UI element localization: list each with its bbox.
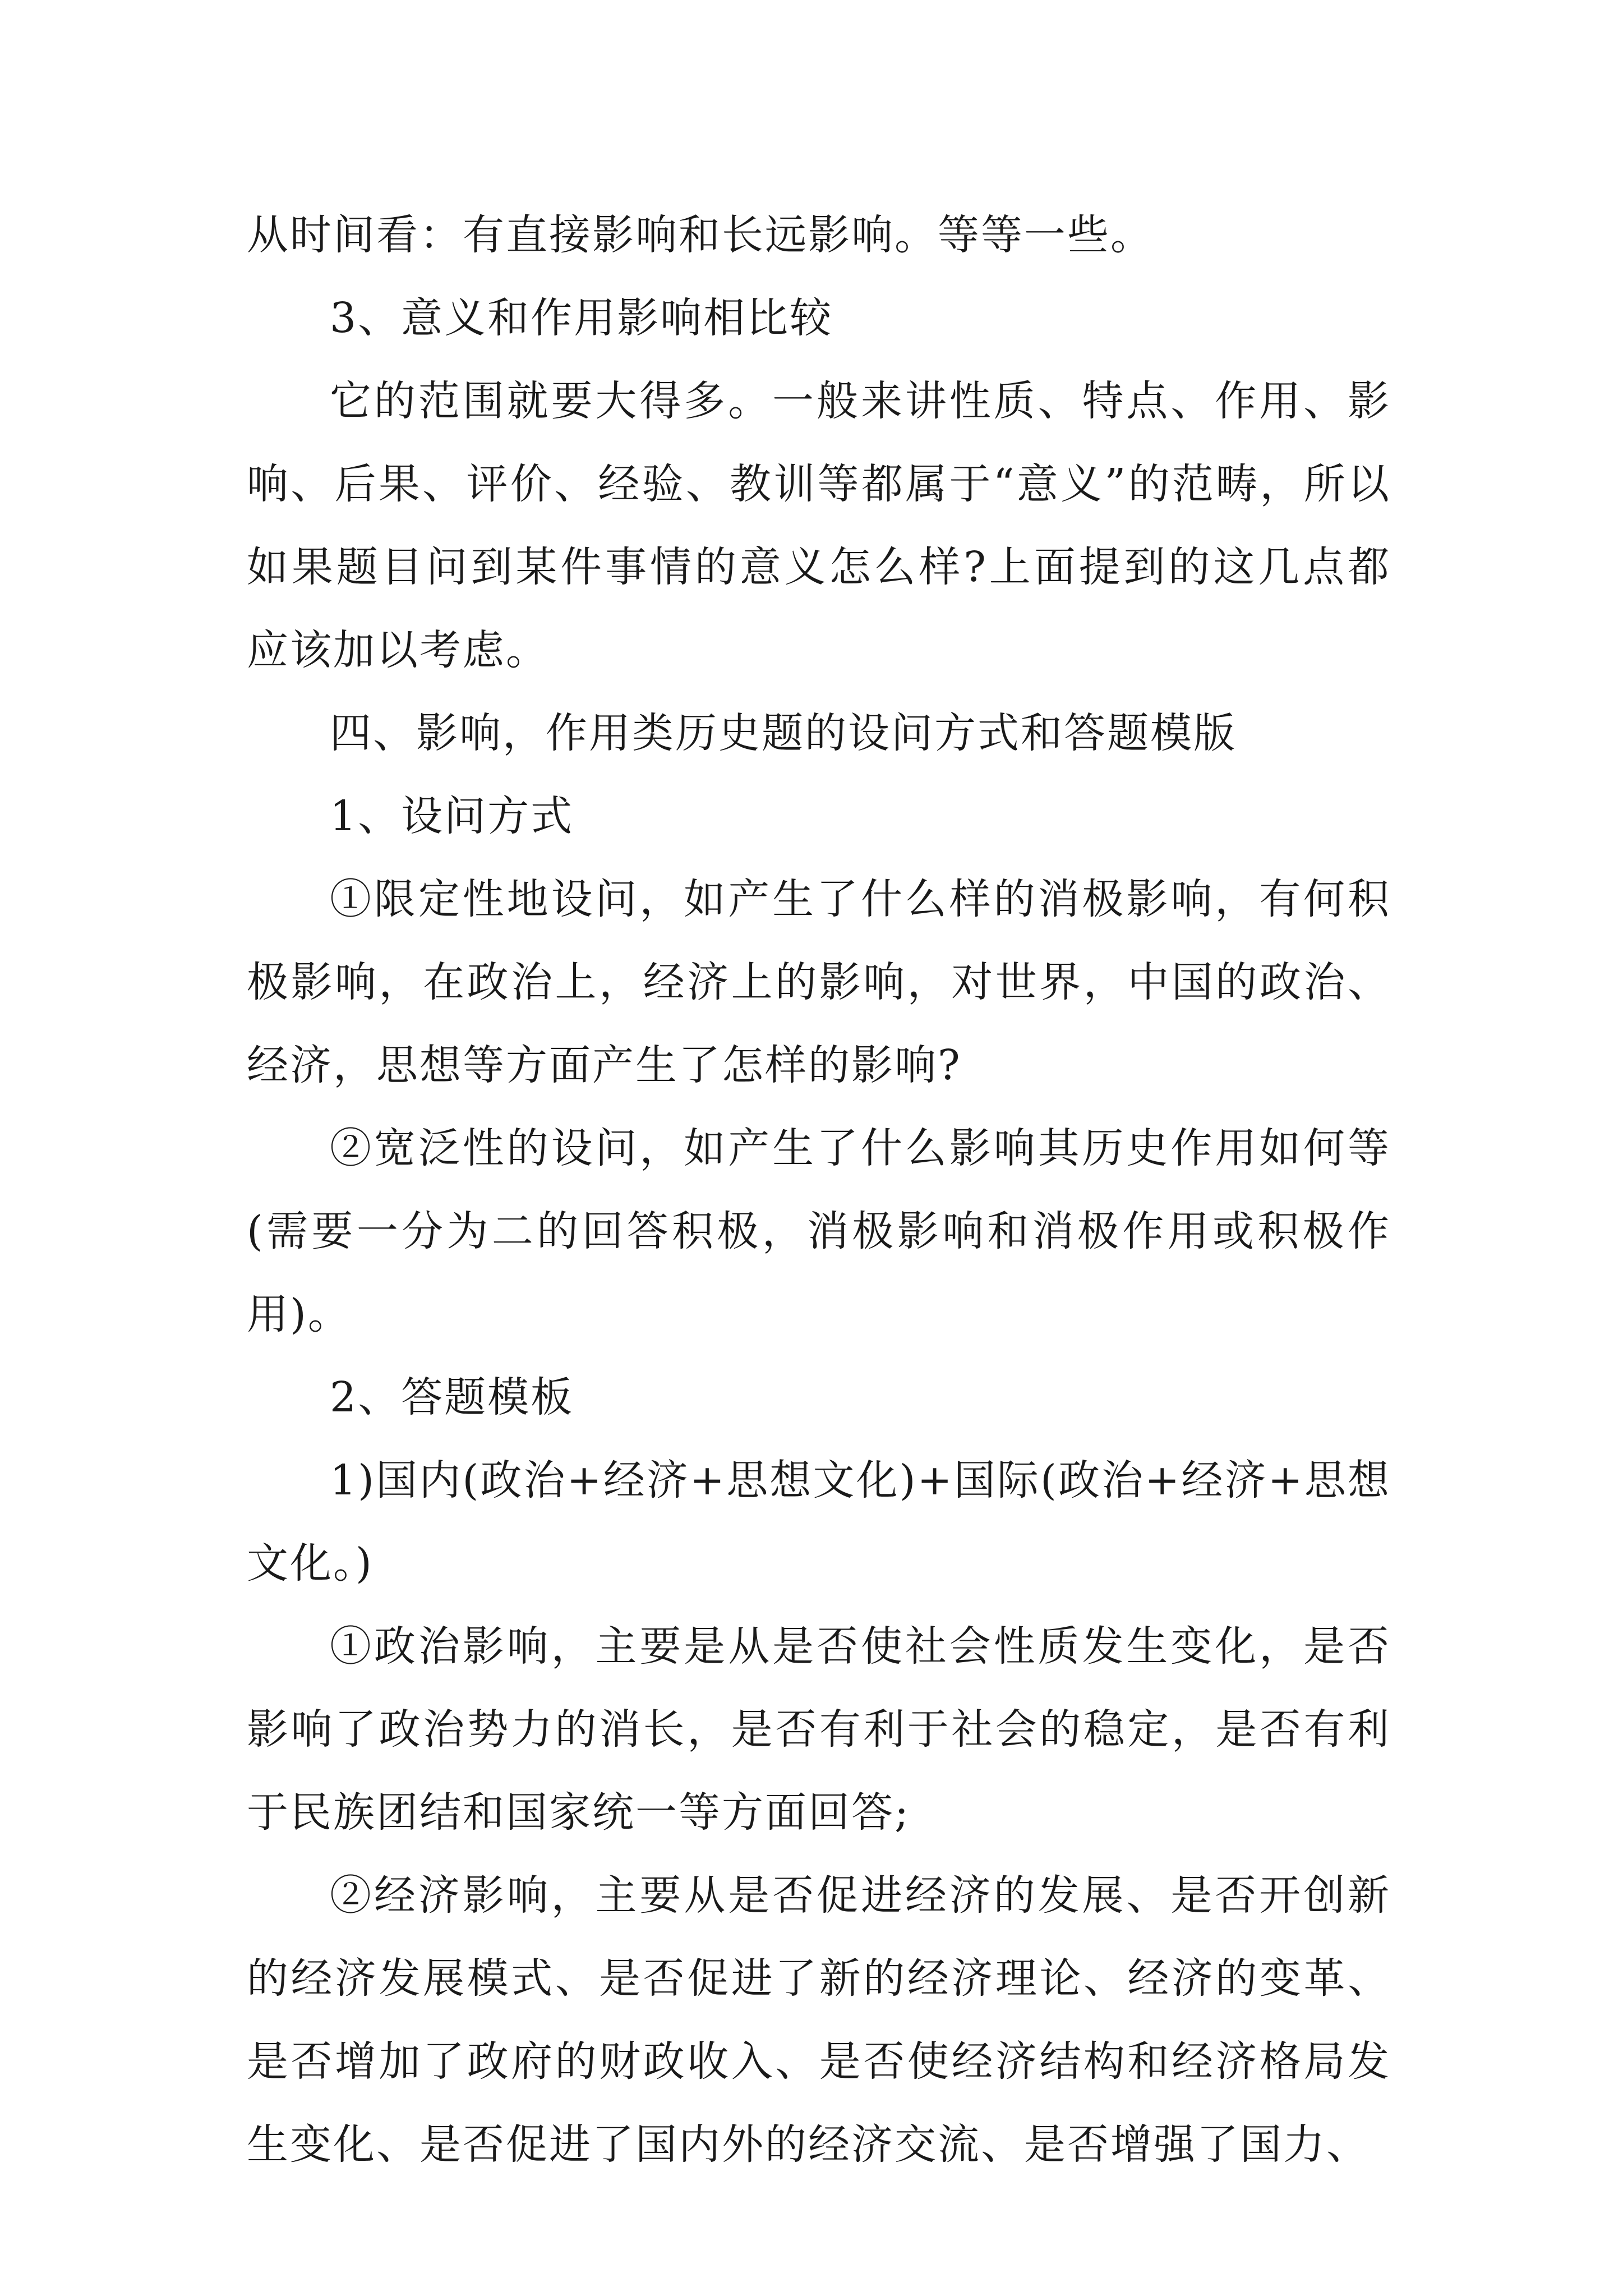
heading-meaning-vs-effect: 3、意义和作用影响相比较 <box>330 294 833 342</box>
document-body <box>247 194 1391 2186</box>
paragraph-political-effect: ①政治影响，主要是从是否使社会性质发生变化，是否影响了政治势力的消长，是否有利于社会的稳定，是否有利于民族团结和国家统一等方面回答; <box>247 1622 1391 1837</box>
heading-question-style: 1、设问方式 <box>330 792 574 840</box>
paragraph-template-formula: 1)国内(政治+经济+思想文化)+国际(政治+经济+思想文化。) <box>247 1456 1391 1588</box>
heading-answer-template: 2、答题模板 <box>330 1373 574 1421</box>
paragraph-economic-effect: ②经济影响，主要从是否促进经济的发展、是否开创新的经济发展模式、是否促进了新的经济理论、经济的变革、是否增加了政府的财政收入、是否使经济结构和经济格局发生变化、是否促进了国内外的经济交流、是否增强了国力、 <box>247 1871 1391 2169</box>
section-heading-four: 四、影响，作用类历史题的设问方式和答题模版 <box>330 709 1237 757</box>
paragraph-meaning-scope: 它的范围就要大得多。一般来讲性质、特点、作用、影响、后果、评价、经验、教训等都属于“意义”的范畴，所以如果题目问到某件事情的意义怎么样?上面提到的这几点都应该加以考虑。 <box>247 377 1391 674</box>
paragraph-broad-question: ②宽泛性的设问，如产生了什么影响其历史作用如何等(需要一分为二的回答积极，消极影响和消极作用或积极作用)。 <box>247 1124 1391 1338</box>
paragraph-limited-question: ①限定性地设问，如产生了什么样的消极影响，有何积极影响，在政治上，经济上的影响，对世界，中国的政治、经济，思想等方面产生了怎样的影响? <box>247 875 1391 1089</box>
paragraph-time-view: 从时间看：有直接影响和长远影响。等等一些。 <box>247 211 1154 259</box>
